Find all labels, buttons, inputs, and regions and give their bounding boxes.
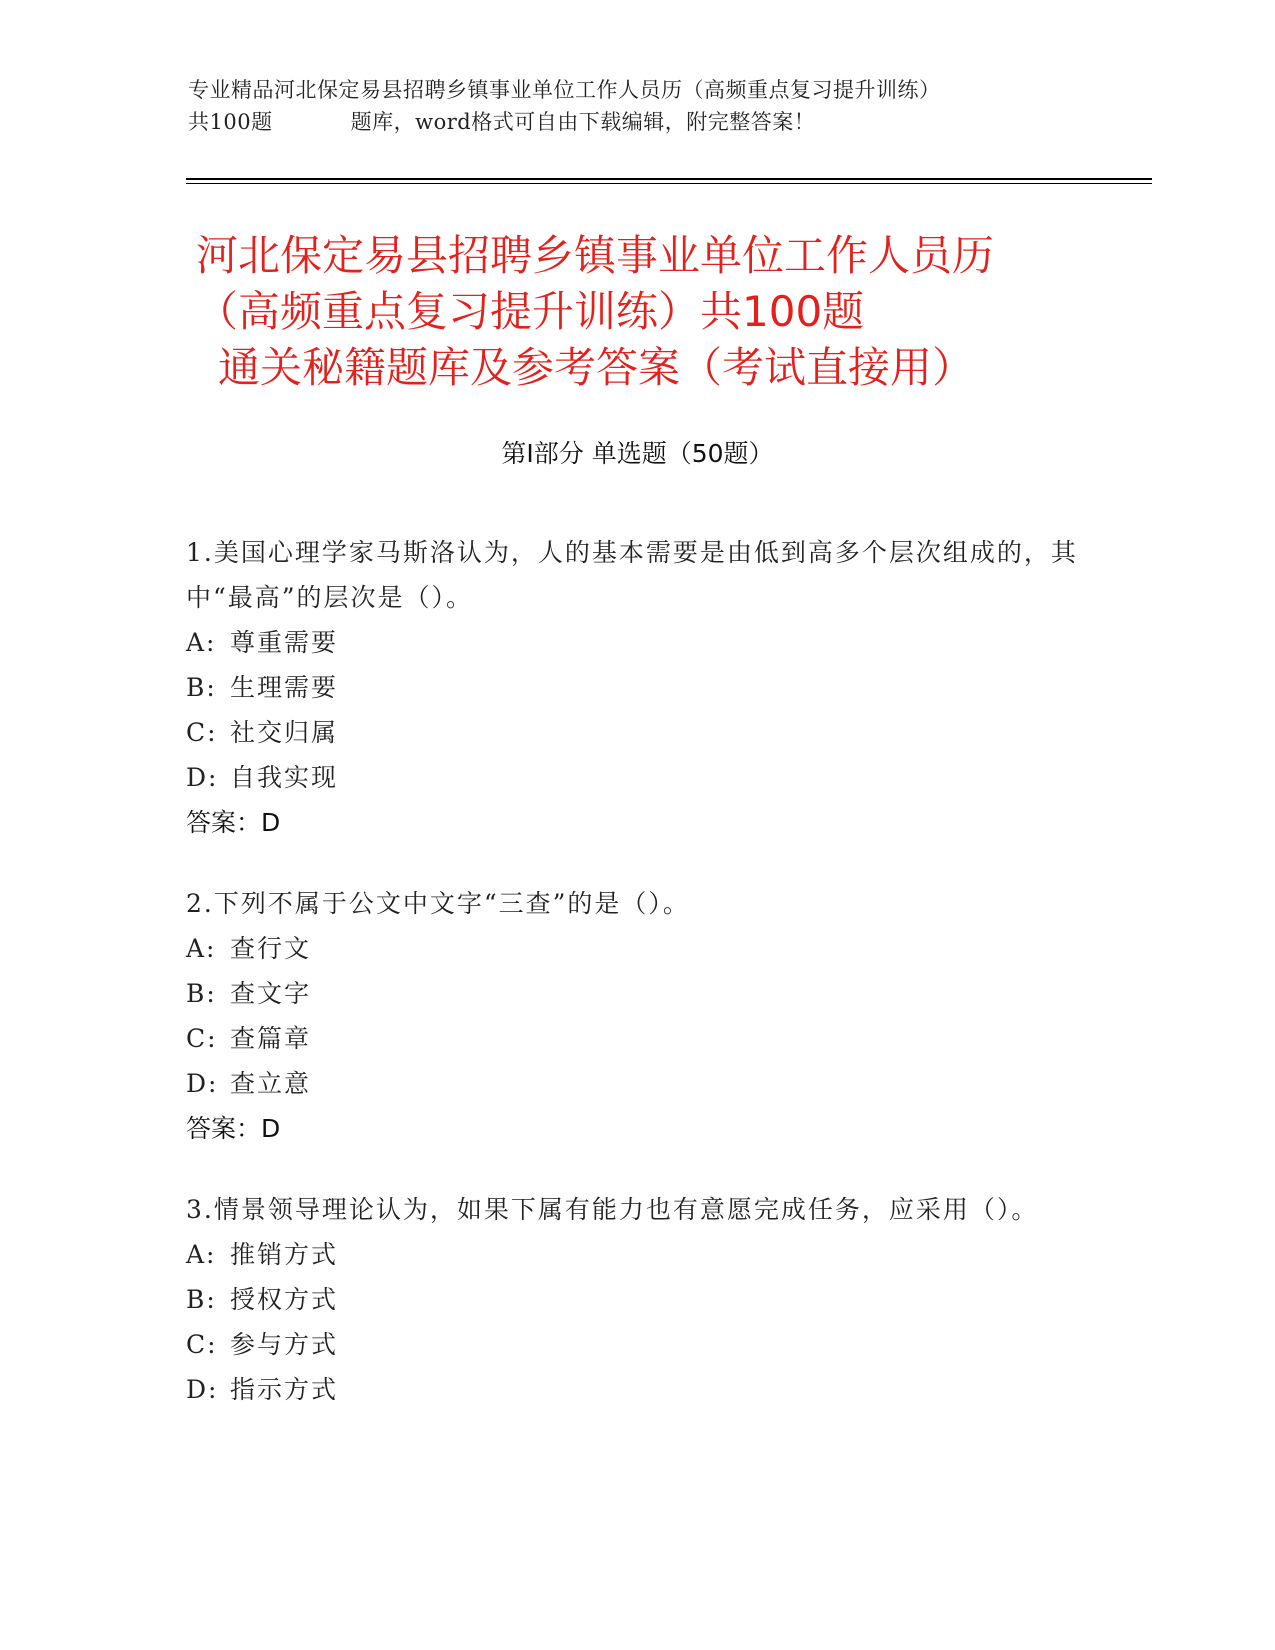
option-letter: B: [186, 1285, 217, 1314]
option-b [186, 971, 1086, 1016]
option-a [186, 926, 1086, 971]
option-text: 查行文 [230, 934, 312, 963]
header-line-1: 专业精品河北保定易县招聘乡镇事业单位工作人员历（高频重点复习提升训练） [188, 78, 941, 102]
option-a [186, 1232, 1086, 1277]
option-text: 查文字 [230, 979, 312, 1008]
option-c [186, 710, 1086, 755]
option-letter: A: [186, 628, 217, 657]
question-stem: 3.情景领导理论认为，如果下属有能力也有意愿完成任务，应采用（）。 [186, 1195, 1039, 1224]
title-line-2: （高频重点复习提升训练）共100题 [196, 287, 865, 336]
option-letter: D: [186, 1069, 219, 1098]
option-text: 授权方式 [230, 1285, 339, 1314]
option-b [186, 665, 1086, 710]
option-text: 生理需要 [230, 673, 339, 702]
question-item [186, 881, 1086, 1151]
option-letter: B: [186, 979, 217, 1008]
document-header-note [188, 74, 1088, 138]
option-c [186, 1322, 1086, 1367]
option-letter: D: [186, 1375, 219, 1404]
answer-label: 答案：D [186, 1114, 281, 1143]
option-text: 查立意 [230, 1069, 312, 1098]
document-title [196, 228, 1096, 396]
option-text: 参与方式 [230, 1330, 339, 1359]
option-c [186, 1016, 1086, 1061]
option-d [186, 1367, 1086, 1412]
option-text: 自我实现 [230, 763, 339, 792]
option-letter: D: [186, 763, 219, 792]
header-line-2-left: 共100题 [188, 110, 273, 134]
option-text: 指示方式 [230, 1375, 339, 1404]
option-letter: A: [186, 1240, 217, 1269]
option-a [186, 620, 1086, 665]
option-b [186, 1277, 1086, 1322]
question-stem: 1.美国心理学家马斯洛认为，人的基本需要是由低到高多个层次组成的，其中“最高”的层次是（）。 [186, 538, 1078, 612]
header-line-2-right: 题库，word格式可自由下载编辑，附完整答案！ [350, 110, 816, 134]
title-line-1: 河北保定易县招聘乡镇事业单位工作人员历 [196, 231, 995, 280]
header-line-2 [188, 106, 1088, 138]
option-letter: C: [186, 1024, 218, 1053]
option-letter: B: [186, 673, 217, 702]
option-text: 尊重需要 [230, 628, 339, 657]
answer-label: 答案：D [186, 808, 281, 837]
option-text: 查篇章 [230, 1024, 312, 1053]
title-line-3: 通关秘籍题库及参考答案（考试直接用） [218, 343, 975, 392]
header-divider-thin [186, 183, 1152, 184]
section-title: 第Ⅰ部分 单选题（50题） [501, 439, 774, 468]
option-letter: A: [186, 934, 217, 963]
question-item [186, 1187, 1086, 1412]
option-text: 推销方式 [230, 1240, 339, 1269]
header-divider-thick [186, 178, 1152, 180]
option-letter: C: [186, 718, 218, 747]
option-d [186, 755, 1086, 800]
option-d [186, 1061, 1086, 1106]
question-item [186, 530, 1086, 845]
question-stem: 2.下列不属于公文中文字“三查”的是（）。 [186, 889, 690, 918]
option-letter: C: [186, 1330, 218, 1359]
option-text: 社交归属 [230, 718, 339, 747]
question-list [186, 530, 1086, 1448]
